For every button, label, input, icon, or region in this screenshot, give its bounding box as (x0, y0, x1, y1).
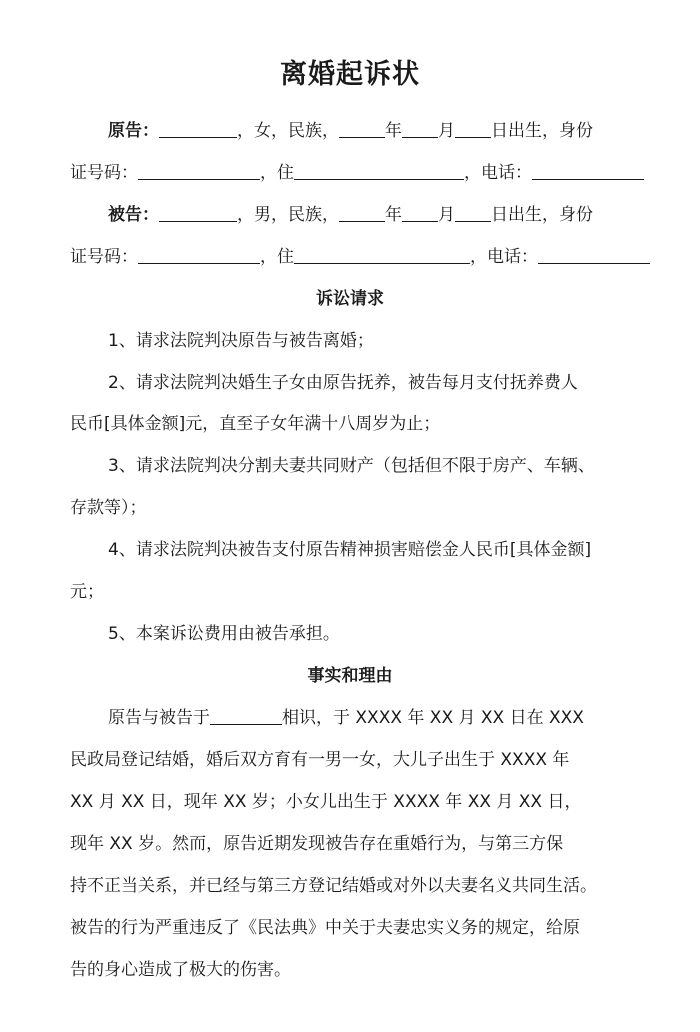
plaintiff-phone-blank (532, 162, 644, 180)
plaintiff-month-blank (402, 120, 438, 138)
plaintiff-id-blank (138, 162, 260, 180)
plaintiff-day-blank (455, 120, 491, 138)
plaintiff-name-blank (159, 120, 237, 138)
claims-heading: 诉讼请求 (316, 289, 384, 309)
claim-line: 5、本案诉讼费用由被告承担。 (108, 624, 340, 644)
claim-line: 存款等）； (70, 498, 147, 518)
plaintiff-address-blank (294, 162, 464, 180)
defendant-line-2: 证号码： ，住 ，电话： (70, 245, 650, 269)
document-title: 离婚起诉状 (280, 59, 420, 90)
defendant-phone-blank (538, 246, 650, 264)
facts-line-first: 原告与被告于 相识，于 XXXX 年 XX 月 XX 日在 XXX (108, 708, 584, 728)
claim-line: 民币[具体金额]元，直至子女年满十八周岁为止； (70, 414, 441, 434)
defendant-name-blank (159, 204, 237, 222)
claim-line: 1、请求法院判决原告与被告离婚； (108, 331, 374, 351)
defendant-month-blank (402, 204, 438, 222)
acquaintance-date-blank (210, 707, 282, 725)
facts-line: 持不正当关系，并已经与第三方登记结婚或对外以夫妻名义共同生活。 (70, 876, 597, 896)
facts-line: XX 月 XX 日，现年 XX 岁；小女儿出生于 XXXX 年 XX 月 XX 日， (70, 792, 582, 812)
claim-line: 4、请求法院判决被告支付原告精神损害赔偿金人民币[具体金额] (108, 540, 592, 560)
facts-line: 民政局登记结婚，婚后双方育有一男一女，大儿子出生于 XXXX 年 (70, 750, 570, 770)
plaintiff-label: 原告： (108, 121, 159, 141)
defendant-id-blank (138, 246, 260, 264)
plaintiff-line-1: 原告： ，女，民族， 年 月 日出生，身份 (108, 121, 593, 141)
claim-line: 2、请求法院判决婚生子女由原告抚养，被告每月支付抚养费人 (108, 373, 578, 393)
facts-heading: 事实和理由 (307, 666, 393, 686)
claim-line: 元； (70, 582, 104, 602)
claim-line: 3、请求法院判决分割夫妻共同财产（包括但不限于房产、车辆、 (108, 456, 595, 476)
defendant-line-1: 被告： ，男，民族， 年 月 日出生，身份 (108, 205, 593, 225)
defendant-label: 被告： (108, 205, 159, 225)
plaintiff-ethnicity-blank (339, 120, 385, 138)
defendant-day-blank (455, 204, 491, 222)
facts-line: 告的身心造成了极大的伤害。 (70, 960, 291, 980)
defendant-ethnicity-blank (339, 204, 385, 222)
facts-line: 现年 XX 岁。然而，原告近期发现被告存在重婚行为，与第三方保 (70, 834, 564, 854)
facts-line: 被告的行为严重违反了《民法典》中关于夫妻忠实义务的规定，给原 (70, 918, 580, 938)
plaintiff-line-2: 证号码： ，住 ，电话： (70, 161, 644, 185)
defendant-address-blank (294, 246, 470, 264)
